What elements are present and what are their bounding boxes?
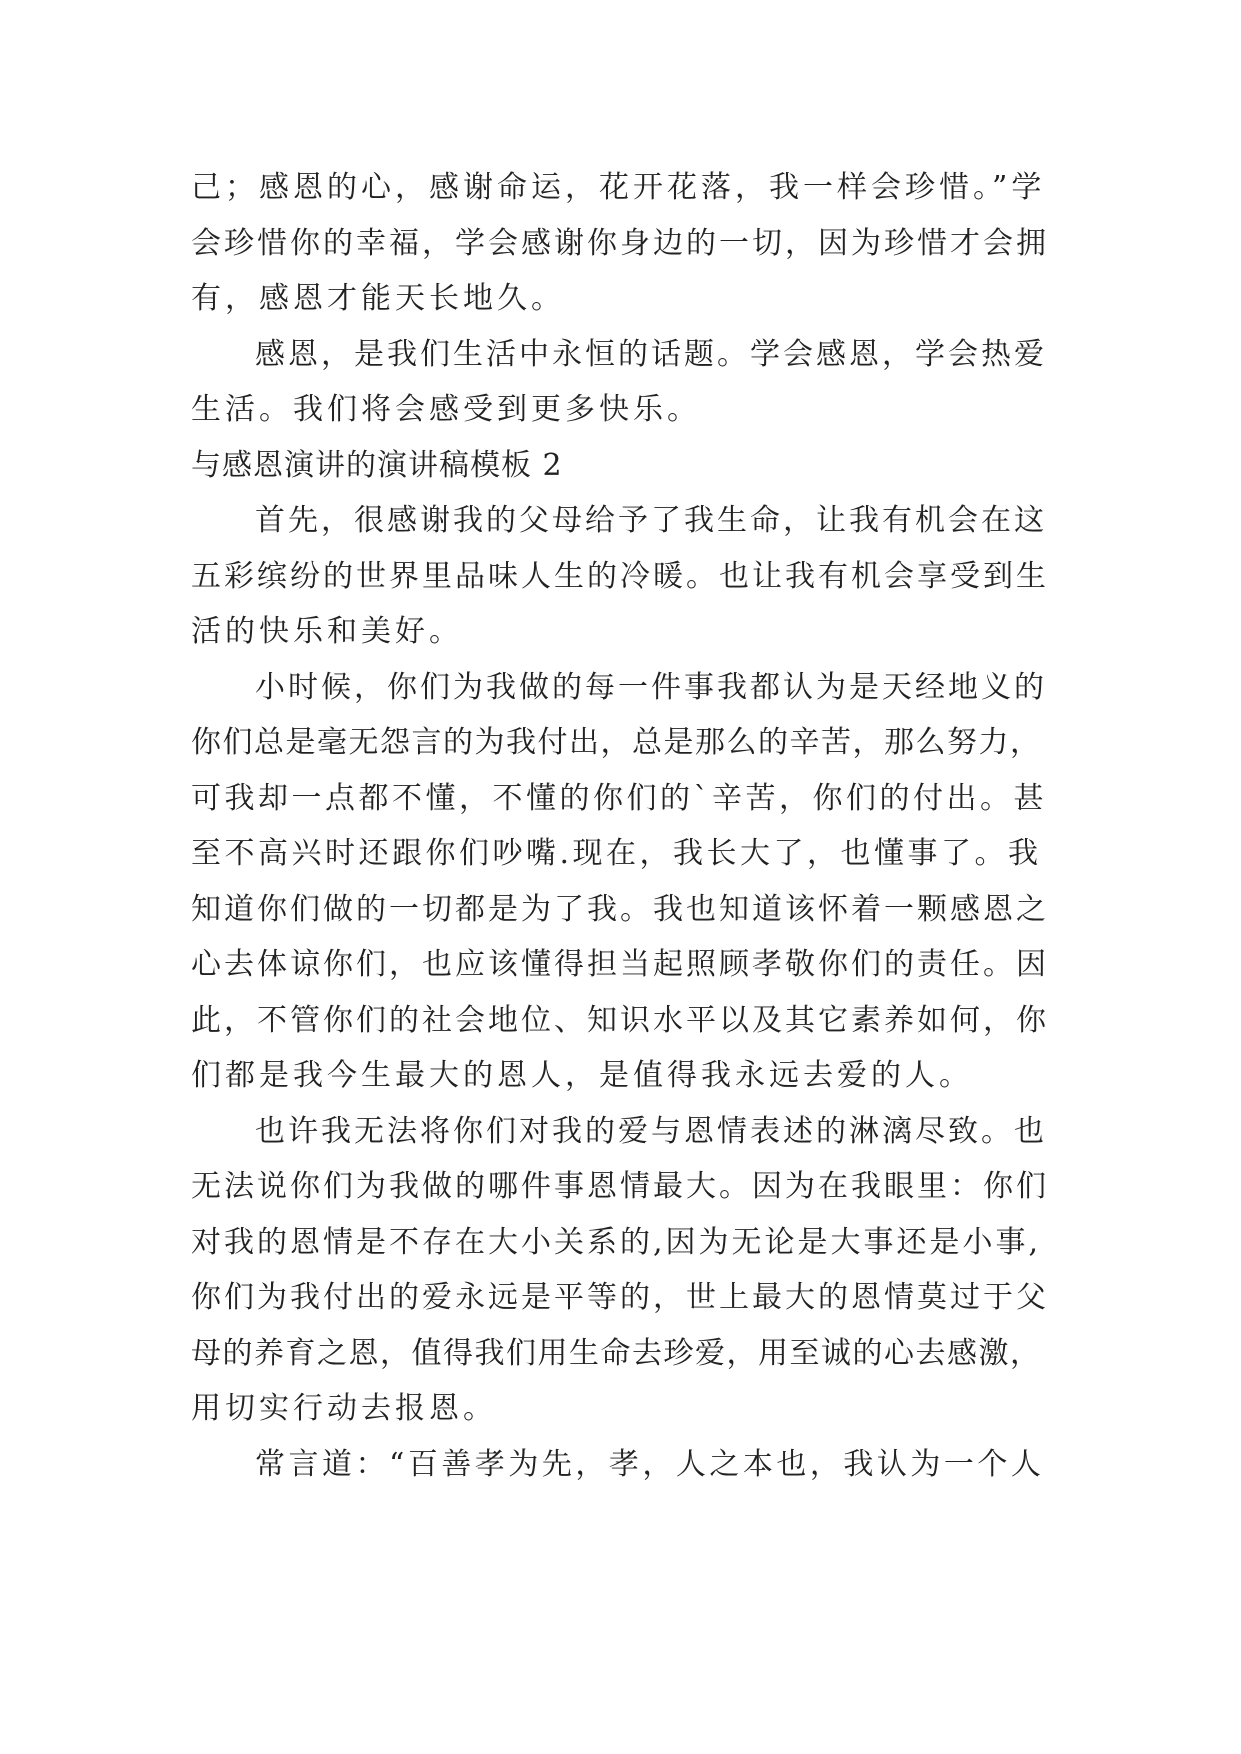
paragraph-3 — [191, 493, 1051, 660]
paragraph-1 — [191, 160, 1051, 327]
paragraph-4 — [191, 660, 1051, 1104]
text-line: 活的快乐和美好。 — [191, 614, 463, 649]
text-line: 用切实行动去报恩。 — [191, 1391, 497, 1426]
text-line: 母的养育之恩，值得我们用生命去珍爱，用至诚的心去感激， — [191, 1335, 1042, 1371]
paragraph-5 — [191, 1104, 1051, 1437]
text-line: 会珍惜你的幸福，学会感谢你身边的一切，因为珍惜才会拥 — [191, 225, 1049, 261]
text-line: 至不高兴时还跟你们吵嘴.现在，我长大了，也懂事了。我 — [191, 836, 1042, 871]
text-line: 生活。我们将会感受到更多快乐。 — [191, 392, 701, 427]
section-heading — [191, 438, 1051, 494]
text-line: 也许我无法将你们对我的爱与恩情表述的淋漓尽致。也 — [255, 1113, 1047, 1149]
text-line: 无法说你们为我做的哪件事恩情最大。因为在我眼里：你们 — [191, 1169, 1049, 1204]
text-line: 你们总是毫无怨言的为我付出，总是那么的辛苦，那么努力， — [191, 725, 1042, 760]
document-body — [191, 160, 1051, 1492]
text-line: 们都是我今生最大的恩人，是值得我永远去爱的人。 — [191, 1058, 973, 1093]
text-line: 知道你们做的一切都是为了我。我也知道该怀着一颗感恩之 — [191, 891, 1049, 927]
text-line: 己；感恩的心，感谢命运，花开花落，我一样会珍惜。”学 — [191, 170, 1046, 205]
text-line: 你们为我付出的爱永远是平等的，世上最大的恩情莫过于父 — [191, 1280, 1049, 1315]
text-line: 对我的恩情是不存在大小关系的,因为无论是大事还是小事, — [191, 1224, 1042, 1260]
text-line: 心去体谅你们，也应该懂得担当起照顾孝敬你们的责任。因 — [191, 947, 1049, 982]
text-line: 小时候，你们为我做的每一件事我都认为是天经地义的 — [255, 669, 1047, 705]
text-line: 此，不管你们的社会地位、知识水平以及其它素养如何，你 — [191, 1002, 1049, 1038]
text-line: 感恩，是我们生活中永恒的话题。学会感恩，学会热爱 — [255, 336, 1047, 372]
text-line: 常言道：“百善孝为先，孝，人之本也，我认为一个人 — [255, 1446, 1045, 1482]
text-line: 首先，很感谢我的父母给予了我生命，让我有机会在这 — [255, 503, 1047, 538]
text-line: 五彩缤纷的世界里品味人生的冷暖。也让我有机会享受到生 — [191, 558, 1049, 594]
section-heading-text: 与感恩演讲的演讲稿模板 2 — [191, 447, 563, 483]
paragraph-6 — [191, 1437, 1051, 1493]
paragraph-2 — [191, 327, 1051, 438]
text-line: 可我却一点都不懂，不懂的你们的`辛苦，你们的付出。甚 — [191, 780, 1047, 816]
text-line: 有，感恩才能天长地久。 — [191, 281, 565, 316]
